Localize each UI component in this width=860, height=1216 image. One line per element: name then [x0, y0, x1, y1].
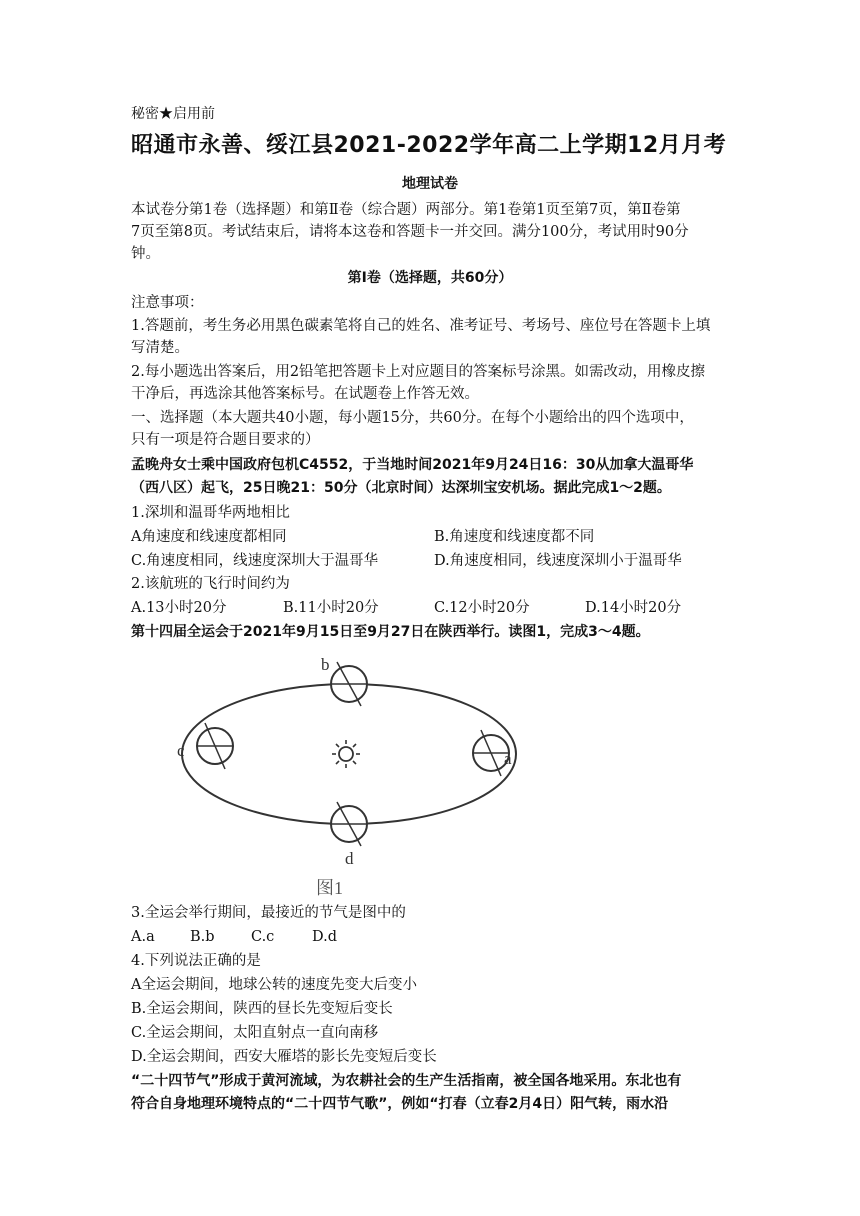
question-2-option-c: C.12小时20分 [434, 600, 530, 616]
question-4-stem: 4.下列说法正确的是 [131, 953, 261, 969]
earth-d [331, 802, 367, 846]
label-b: b [321, 655, 330, 674]
question-1-option-a: A角速度和线速度都相同 [131, 529, 287, 545]
question-3-stem: 3.全运会举行期间，最接近的节气是图中的 [131, 905, 406, 921]
question-4-option-d: D.全运会期间，西安大雁塔的影长先变短后变长 [131, 1049, 437, 1065]
passage-3-line-1: “二十四节气”形成于黄河流域，为农耕社会的生产生活指南，被全国各地采用。东北也有 [131, 1073, 682, 1089]
question-2-option-b: B.11小时20分 [283, 600, 379, 616]
sun-icon [332, 740, 360, 768]
question-4-option-b: B.全运会期间，陕西的昼长先变短后变长 [131, 1001, 393, 1017]
note-2-line-2: 干净后，再选涂其他答案标号。在试题卷上作答无效。 [131, 386, 479, 402]
section-1-title: 第Ⅰ卷（选择题，共60分） [347, 270, 513, 286]
question-1-option-b: B.角速度和线速度都不同 [434, 529, 595, 545]
intro-line-2: 7页至第8页。考试结束后，请将本这卷和答题卡一并交回。满分100分，考试用时90分 [131, 224, 689, 240]
passage-3-line-2: 符合自身地理环境特点的“二十四节气歌”，例如“打春（立春2月4日）阳气转，雨水沿 [131, 1096, 669, 1112]
question-2-option-d: D.14小时20分 [585, 600, 682, 616]
question-3-option-a: A.a [131, 929, 155, 945]
question-3-option-b: B.b [190, 929, 215, 945]
orbit-figure [131, 650, 541, 898]
part-title-line-2: 只有一项是符合题目要求的） [131, 432, 320, 448]
note-1-line-1: 1.答题前，考生务必用黑色碳素笔将自己的姓名、准考证号、考场号、座位号在答题卡上填 [131, 318, 711, 334]
label-d: d [345, 849, 354, 868]
secret-label: 秘密★启用前 [131, 106, 215, 122]
question-1-stem: 1.深圳和温哥华两地相比 [131, 505, 290, 521]
passage-1-line-2: （西八区）起飞，25日晚21：50分（北京时间）达深圳宝安机场。据此完成1～2题。 [131, 480, 671, 496]
question-1-option-c: C.角速度相同，线速度深圳大于温哥华 [131, 553, 379, 569]
intro-line-3: 钟。 [131, 246, 160, 262]
question-4-option-a: A全运会期间，地球公转的速度先变大后变小 [131, 977, 417, 993]
question-4-option-c: C.全运会期间，太阳直射点一直向南移 [131, 1025, 379, 1041]
passage-2: 第十四届全运会于2021年9月15日至9月27日在陕西举行。读图1，完成3～4题。 [131, 624, 650, 640]
question-2-option-a: A.13小时20分 [131, 600, 227, 616]
intro-line-1: 本试卷分第1卷（选择题）和第Ⅱ卷（综合题）两部分。第1卷第1页至第7页，第Ⅱ卷第 [131, 202, 681, 218]
part-title-line-1: 一、选择题（本大题共40小题，每小题15分，共60分。在每个小题给出的四个选项中， [131, 410, 694, 426]
notes-title: 注意事项： [131, 295, 204, 311]
question-2-stem: 2.该航班的飞行时间约为 [131, 576, 290, 592]
earth-b [331, 662, 367, 706]
note-2-line-1: 2.每小题选出答案后，用2铅笔把答题卡上对应题目的答案标号涂黑。如需改动，用橡皮擦 [131, 364, 706, 380]
orbit-diagram [131, 650, 541, 898]
question-1-option-d: D.角速度相同，线速度深圳小于温哥华 [434, 553, 682, 569]
exam-subtitle: 地理试卷 [402, 176, 458, 192]
question-3-option-c: C.c [251, 929, 275, 945]
question-3-option-d: D.d [312, 929, 337, 945]
passage-1-line-1: 孟晚舟女士乘中国政府包机C4552，于当地时间2021年9月24日16：30从加拿大温哥华 [131, 457, 694, 473]
figure-caption: 图1 [316, 878, 343, 898]
note-1-line-2: 写清楚。 [131, 340, 189, 356]
exam-title: 昭通市永善、绥江县2021-2022学年高二上学期12月月考 [131, 133, 727, 158]
label-a: a [504, 749, 512, 768]
label-c: c [177, 741, 185, 760]
earth-c [197, 723, 233, 769]
